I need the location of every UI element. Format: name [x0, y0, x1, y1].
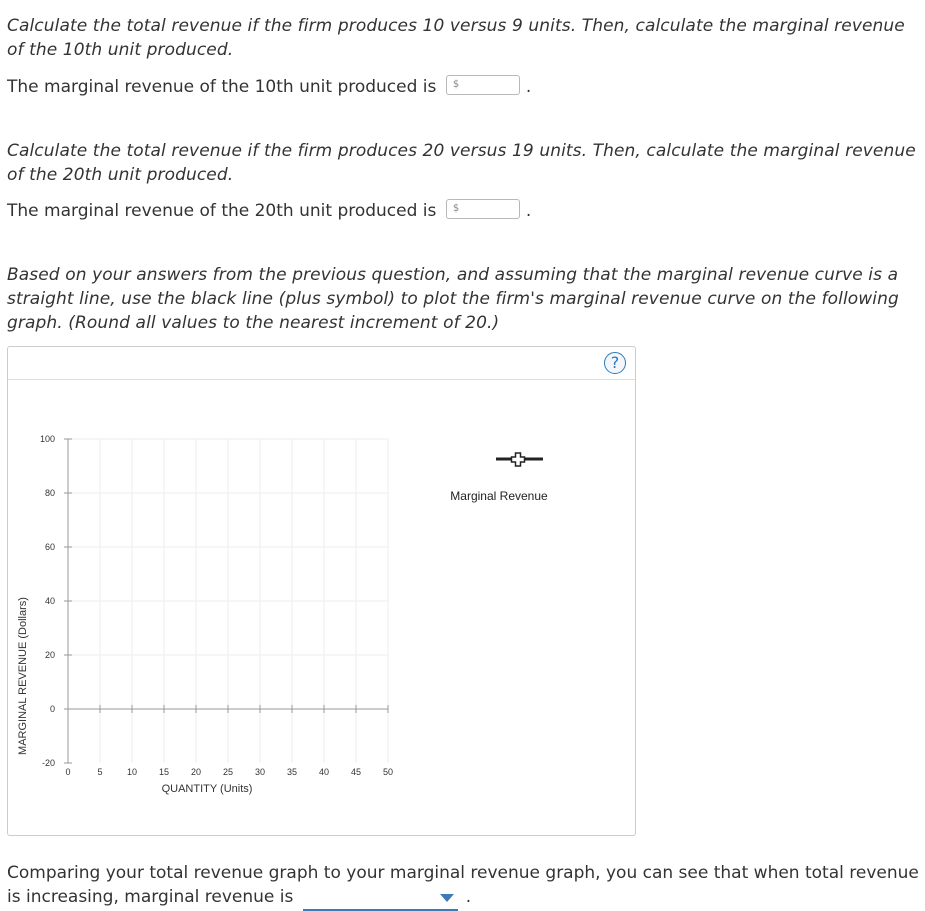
x-tick-label: 5	[97, 767, 103, 777]
x-tick-label: 45	[350, 767, 362, 777]
question-2-answer-row	[7, 199, 531, 223]
x-axis-label: QUANTITY (Units)	[161, 783, 253, 795]
dollar-sign: $	[452, 203, 460, 214]
x-tick-label: 0	[65, 767, 71, 777]
y-tick-label: 0	[49, 704, 55, 714]
x-tick-label: 25	[222, 767, 234, 777]
x-tick-label: 30	[254, 767, 266, 777]
question-1-prompt: Calculate the total revenue if the firm produces 10 versus 9 units. Then, calculate the marginal revenue of the 10th unit produced.	[7, 16, 905, 60]
y-tick-label: 60	[44, 542, 55, 552]
y-tick-labels	[40, 434, 55, 768]
x-tick-label: 10	[126, 767, 138, 777]
question-2-answer-label: The marginal revenue of the 20th unit produced is	[7, 201, 437, 221]
help-button[interactable]: ?	[604, 352, 626, 374]
legend	[450, 452, 548, 503]
y-tick-label: -20	[41, 758, 55, 768]
x-tick-labels	[65, 767, 393, 777]
question-2-period: .	[525, 201, 532, 221]
x-tick-label: 40	[318, 767, 330, 777]
graph-toolbar	[8, 347, 635, 380]
question-4	[7, 861, 925, 909]
x-tick-label: 20	[190, 767, 202, 777]
y-tick-label: 80	[44, 488, 55, 498]
x-tick-label: 15	[158, 767, 170, 777]
x-tick-label: 35	[286, 767, 298, 777]
question-2-prompt: Calculate the total revenue if the firm produces 20 versus 19 units. Then, calculate the marginal revenue of the 20th unit produced.	[7, 141, 916, 185]
y-axis-label: MARGINAL REVENUE (Dollars)	[17, 597, 29, 755]
question-1-period: .	[525, 77, 532, 97]
graph-panel	[7, 346, 636, 836]
legend-label: Marginal Revenue	[450, 489, 548, 503]
marginal-revenue-dropdown[interactable]	[303, 887, 458, 911]
plus-line-tool[interactable]	[496, 452, 543, 466]
y-tick-label: 40	[44, 596, 55, 606]
mr-20th-unit-input[interactable]	[446, 199, 520, 219]
y-tick-label: 20	[44, 650, 55, 660]
dollar-sign: $	[452, 79, 460, 90]
chevron-down-icon	[440, 894, 454, 902]
question-1-answer-label: The marginal revenue of the 10th unit produced is	[7, 77, 437, 97]
question-1-answer-row	[7, 75, 531, 99]
y-tick-label: 100	[39, 434, 55, 444]
chart-grid	[68, 439, 388, 763]
mr-10th-unit-input[interactable]	[446, 75, 520, 95]
question-3-prompt: Based on your answers from the previous question, and assuming that the marginal revenue curve is a straight line, use the black line (plus symbol) to plot the firm's marginal revenue curve on the following graph. (Round all values to the nearest increment of 20.)	[7, 265, 899, 333]
marginal-revenue-chart[interactable]	[8, 379, 635, 835]
question-4-period: .	[465, 887, 472, 907]
x-tick-label: 50	[382, 767, 394, 777]
question-4-text: Comparing your total revenue graph to your marginal revenue graph, you can see that when total revenue is increasing, marginal revenue is	[7, 863, 919, 907]
